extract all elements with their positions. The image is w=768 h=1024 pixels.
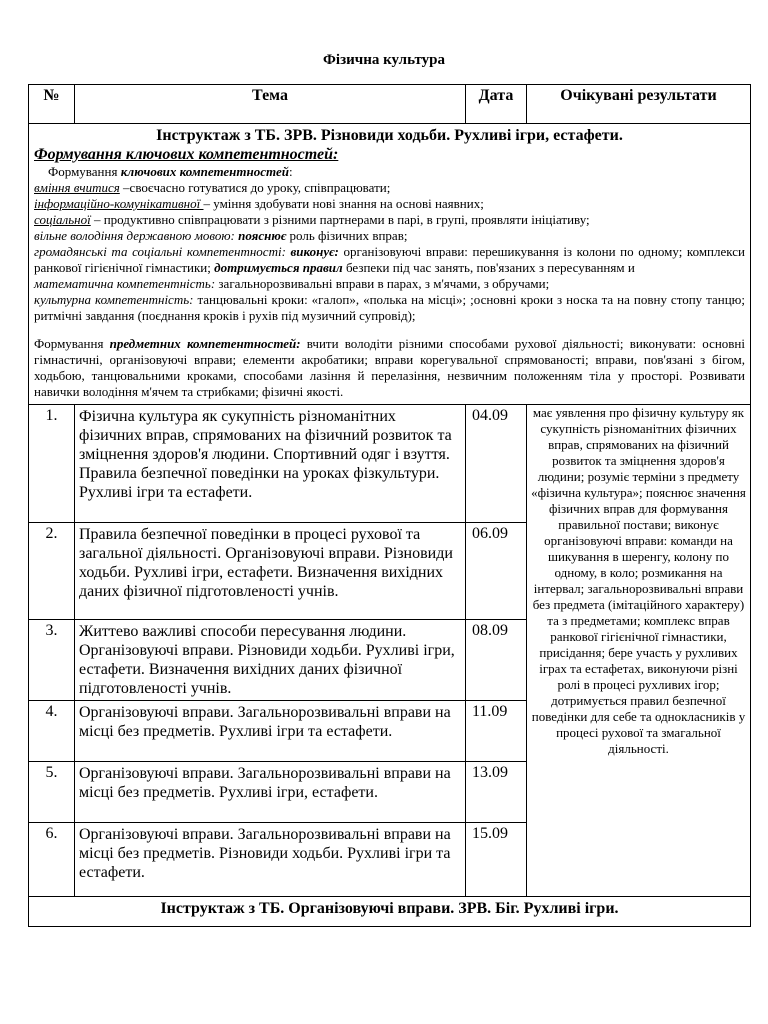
- competency-line: математична компетентність: загальнорозвивальні вправи в парах, з м'ячами, з обручами;: [34, 276, 550, 291]
- row-date: 06.09: [466, 523, 527, 620]
- row-num: 3.: [29, 620, 75, 701]
- subject-competencies: Формування предметних компетентностей: вчити володіти різними способами рухової діяльності; виконувати: основні гімнастичні, організовуючі вправи; елементи акробатики; вправи корегувальної спрямованості; вправи, пов'язані з бігом, ходьбою, танцювальними кроками, способами лазіння й перелазіння, незвичним положенням тіла у просторі. Розвивати навички володіння м'ячем та стрибками; фізичні якості.: [34, 336, 745, 399]
- row-num: 4.: [29, 701, 75, 762]
- expected-results: має уявлення про фізичну культуру як сукупність різноманітних фізичних вправ, спрямованих на фізичний розвиток та зміцнення здоров'я людини; розуміє терміни з предмету «фізична культура»; пояснює значення фізичних вправ для формування правильної постави; виконує організовуючі вправи: команди на шикування в шеренгу, колону по одному, в коло; розмикання на інтервал; загальнорозвивальні вправи без предмета (імітаційного характеру) та з предметами; комплекс вправ ранкової гігієнічної гімнастики, присідання; бере участь у рухливих іграх та естафетах, виконуючи різні ролі в процесі рухливих ігор; дотримується правил безпечної поведінки для себе та однокласників у процесі рухової та змагальної діяльності.: [527, 405, 751, 897]
- row-date: 11.09: [466, 701, 527, 762]
- header-results: Очікувані результати: [527, 85, 751, 124]
- competency-line: вміння вчитися –своєчасно готуватися до уроку, співпрацювати;: [34, 180, 391, 195]
- key-competencies-sub: Формування ключових компетентностей:: [48, 164, 293, 179]
- key-competencies-header: Формування ключових компетентностей:: [34, 146, 339, 163]
- row-date: 15.09: [466, 823, 527, 897]
- table-row: [29, 405, 751, 523]
- row-date: 04.09: [466, 405, 527, 523]
- row-topic: Організовуючі вправи. Загальнорозвивальні вправи на місці без предметів. Різновиди ходьби. Рухливі ігри та естафети.: [75, 823, 466, 897]
- competency-line: соціальної – продуктивно співпрацювати з різними партнерами в парі, в групі, проявляти ініціативу;: [34, 212, 590, 227]
- header-date: Дата: [466, 85, 527, 124]
- row-topic: Життево важливі способи пересування людини. Організовуючі вправи. Різновиди ходьби. Рухливі ігри, естафети. Визначення вихідних даних фізичної підготовленості учнів.: [75, 620, 466, 701]
- row-date: 13.09: [466, 762, 527, 823]
- document-title: Фізична культура: [323, 52, 445, 68]
- row-topic: Правила безпечної поведінки в процесі рухової та загальної діяльності. Організовуючі вправи. Різновиди ходьби. Рухливі ігри, естафети. Визначення вихідних даних фізичної підготовленості учнів.: [75, 523, 466, 620]
- block-title: Інструктаж з ТБ. ЗРВ. Різновиди ходьби. Рухливі ігри, естафети.: [156, 127, 623, 144]
- block-title-2: Інструктаж з ТБ. Організовуючі вправи. ЗРВ. Біг. Рухливі ігри.: [29, 897, 751, 927]
- competencies-block-row: [29, 124, 751, 405]
- row-num: 2.: [29, 523, 75, 620]
- table-header-row: [29, 85, 751, 124]
- row-topic: Організовуючі вправи. Загальнорозвивальні вправи на місці без предметів. Рухливі ігри, естафети.: [75, 762, 466, 823]
- header-topic: Тема: [75, 85, 466, 124]
- competency-line: громадянські та соціальні компетентності: виконує: організовуючі вправи: перешикування із колони по одному; комплекси ранкової гігієнічної гімнастики; дотримується правил безпеки під час занять, пов'язаних з пересуванням и: [34, 244, 745, 275]
- lesson-plan-table: [28, 84, 751, 927]
- row-topic: Фізична культура як сукупність різноманітних фізичних вправ, спрямованих на фізичний розвиток та зміцнення здоров'я людини. Спортивний одяг і взуття. Правила безпечної поведінки на уроках фізкультури. Рухливі ігри та естафети.: [75, 405, 466, 523]
- competency-line: інформаційно-комунікативної – уміння здобувати нові знання на основі наявних;: [34, 196, 484, 211]
- row-date: 08.09: [466, 620, 527, 701]
- row-num: 5.: [29, 762, 75, 823]
- row-topic: Організовуючі вправи. Загальнорозвивальні вправи на місці без предметів. Рухливі ігри та естафети.: [75, 701, 466, 762]
- competency-line: вільне володіння державною мовою: пояснює роль фізичних вправ;: [34, 228, 408, 243]
- competency-line: культурна компетентність: танцювальні кроки: «галоп», «полька на місці»; ;основні кроки з носка та на повну стопу танцю; ритмічні завдання (поєднання кроків і рухів під музичний супровід);: [34, 292, 745, 323]
- row-num: 1.: [29, 405, 75, 523]
- header-num: №: [29, 85, 75, 124]
- block-title-row: [29, 897, 751, 927]
- row-num: 6.: [29, 823, 75, 897]
- competencies-block: [29, 124, 751, 405]
